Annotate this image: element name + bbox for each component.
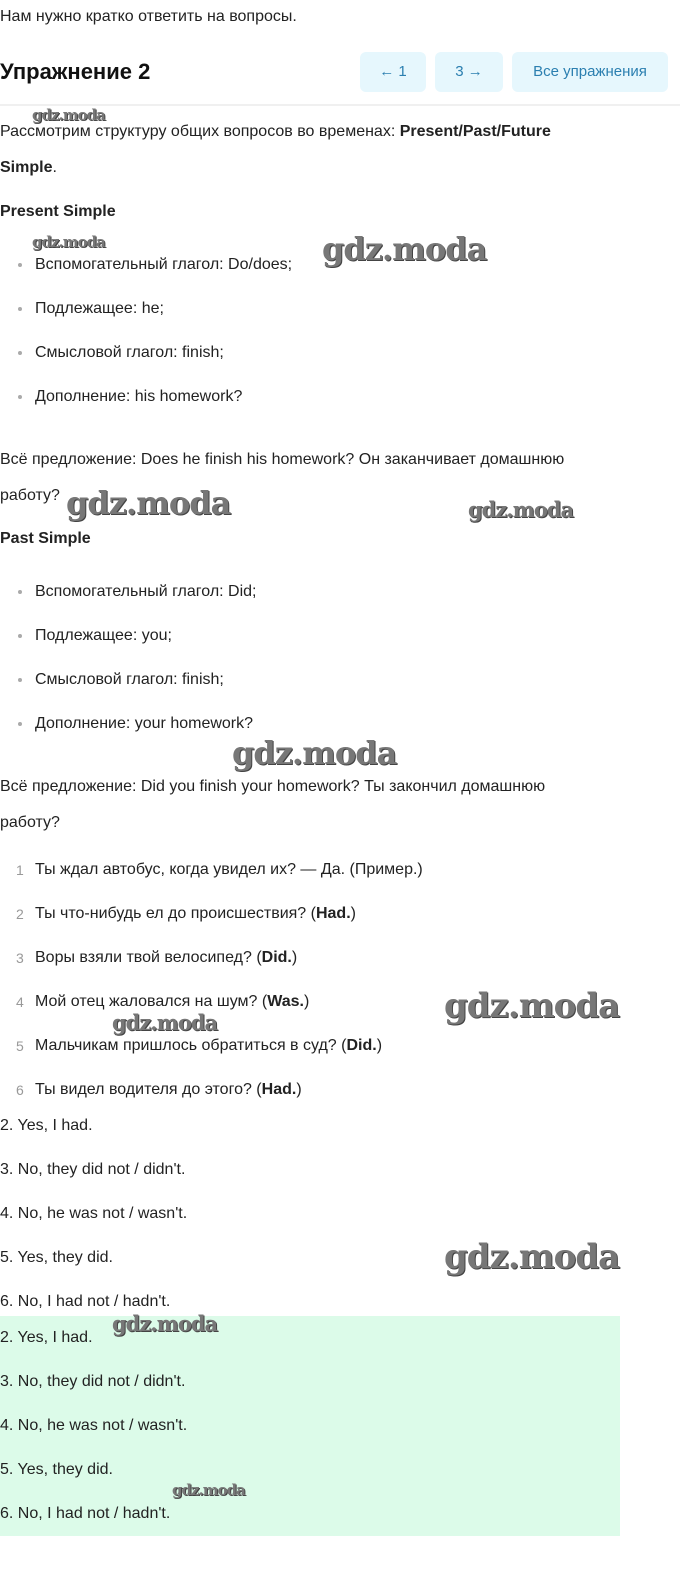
highlighted-answers (0, 1316, 620, 1536)
item-number: 2 (16, 906, 24, 922)
answer-line: 6. No, I had not / hadn't. (0, 1293, 171, 1310)
watermark: gdz.moda (112, 1311, 218, 1336)
answer-line: 5. Yes, they did. (0, 1461, 113, 1478)
list-item: Вспомогательный глагол: Do/does; (0, 243, 680, 287)
item-answer: Did. (346, 1037, 377, 1054)
answer-line: 2. Yes, I had. (0, 1117, 93, 1134)
past-simple-heading: Past Simple (0, 530, 91, 547)
answer-line: 3. No, they did not / didn't. (0, 1161, 186, 1178)
answer-line: 5. Yes, they did. (0, 1249, 113, 1266)
watermark: gdz.moda (112, 1010, 218, 1035)
all-exercises-button[interactable]: Все упражнения (512, 52, 668, 92)
watermark: gdz.moda (444, 986, 620, 1026)
paragraph-text: Рассмотрим структуру общих вопросов во временах: (0, 123, 400, 140)
numbered-list (0, 848, 680, 1112)
simple-bold: Simple (0, 159, 53, 176)
item-end: ) (376, 1037, 383, 1054)
item-answer: Had. (315, 905, 351, 922)
intro-text: Нам нужно кратко ответить на вопросы. (0, 8, 297, 25)
sentence-line: Всё предложение: Did you finish your homework? Ты закончил домашнюю (0, 778, 546, 795)
numbered-item (0, 1024, 680, 1068)
item-end: ) (350, 905, 356, 922)
sentence-line: Всё предложение: Does he finish his homework? Он заканчивает домашнюю (0, 451, 565, 468)
item-end: ) (291, 949, 298, 966)
item-number: 5 (16, 1038, 24, 1054)
item-text: Мой отец жаловался на шум? ( (35, 993, 268, 1010)
item-answer: Was. (267, 993, 304, 1010)
item-text: Мальчикам пришлось обратиться в суд? ( (35, 1037, 347, 1054)
list-item: Вспомогательный глагол: Did; (0, 570, 680, 614)
watermark: gdz.moda (232, 734, 397, 772)
answers (0, 1104, 680, 1324)
item-answer: Did. (261, 949, 292, 966)
watermark: gdz.moda (66, 484, 231, 522)
prev-exercise-button[interactable]: ← 1 (360, 52, 426, 92)
item-text: Ты что-нибудь ел до происшествия? ( (35, 905, 316, 922)
list-item: Подлежащее: he; (0, 287, 680, 331)
numbered-item (0, 848, 680, 892)
item-number: 3 (16, 950, 24, 966)
list-item: Смысловой глагол: finish; (0, 331, 680, 375)
next-exercise-button[interactable]: 3 → (435, 52, 503, 92)
watermark: gdz.moda (32, 106, 105, 124)
tenses-bold: Present/Past/Future (399, 123, 551, 140)
paragraph-end: . (52, 159, 57, 176)
list-item: Подлежащее: you; (0, 614, 680, 658)
list-item: Дополнение: his homework? (0, 375, 680, 419)
present-list (0, 243, 680, 419)
watermark: gdz.moda (32, 233, 105, 251)
solution-content (0, 114, 680, 1536)
past-sentence (0, 769, 680, 841)
answer-line: 3. No, they did not / didn't. (0, 1373, 186, 1390)
answer-line: 4. No, he was not / wasn't. (0, 1205, 188, 1222)
item-text: Воры взяли твой велосипед? ( (35, 949, 262, 966)
item-end: ) (296, 1081, 302, 1098)
answer-line: 2. Yes, I had. (0, 1329, 93, 1346)
item-number: 1 (16, 862, 24, 878)
numbered-item (0, 1068, 680, 1112)
list-item: Дополнение: your homework? (0, 702, 680, 746)
exercise-header (0, 50, 680, 94)
item-text: Ты видел водителя до этого? ( (35, 1081, 262, 1098)
page-title: Упражнение 2 (0, 59, 151, 84)
watermark: gdz.moda (322, 230, 487, 268)
item-number: 6 (16, 1082, 24, 1098)
watermark: gdz.moda (468, 497, 574, 522)
item-end: ) (303, 993, 310, 1010)
watermark: gdz.moda (444, 1237, 620, 1277)
numbered-item (0, 892, 680, 936)
past-list (0, 570, 680, 746)
sentence-line: работу? (0, 487, 60, 504)
item-number: 4 (16, 994, 24, 1010)
intro-paragraph (0, 114, 680, 186)
sentence-line: работу? (0, 814, 60, 831)
answer-line: 6. No, I had not / hadn't. (0, 1505, 171, 1522)
watermark: gdz.moda (172, 1481, 245, 1499)
item-answer: Had. (261, 1081, 297, 1098)
item-text: Ты ждал автобус, когда увидел их? — Да. (Пример.) (35, 861, 423, 878)
numbered-item (0, 936, 680, 980)
list-item: Смысловой глагол: finish; (0, 658, 680, 702)
answer-line: 4. No, he was not / wasn't. (0, 1417, 188, 1434)
present-simple-heading: Present Simple (0, 203, 116, 220)
